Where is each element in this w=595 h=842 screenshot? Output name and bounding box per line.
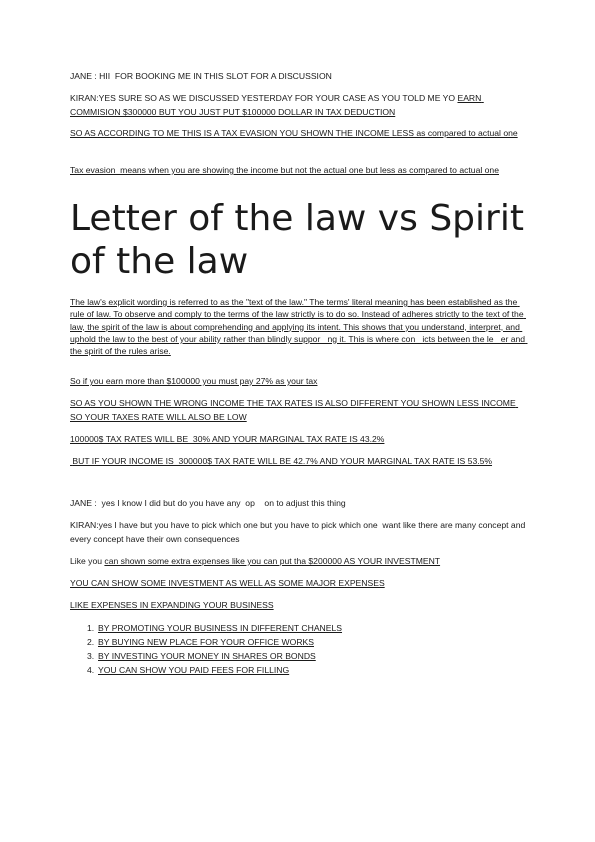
list-item-text: BY INVESTING YOUR MONEY IN SHARES OR BONDS (98, 651, 316, 661)
law-paragraph: The law's explicit wording is referred to as the "text of the law." The terms' literal meaning has been established as the rule of law. To observe and comply to the terms of the law strictly is to do so. Instead of adheres strictly to the text of the law, the spirit of the law is about comprehending and applying its intent. This shows that you understand, interpret, and uphold the law to the best of your ability rather than blindly suppor ng it. This is where con icts between the le er and the spirit of the rules arise. (70, 297, 528, 357)
kiran-answer: KIRAN:yes I have but you have to pick which one but you have to pick which one want like there are many concept and every concept have their own consequences (70, 520, 528, 544)
list-item (70, 635, 342, 649)
expenses-text: Like you (70, 556, 105, 566)
expense-options-list (70, 621, 342, 677)
expenses-suggestion (70, 555, 530, 569)
kiran-reply-text: KIRAN:YES SURE SO AS WE DISCUSSED YESTERDAY FOR YOUR CASE AS YOU TOLD ME YO (70, 93, 458, 103)
business-expenses-heading: LIKE EXPENSES IN EXPANDING YOUR BUSINESS (70, 600, 274, 610)
page-title: Letter of the law vs Spirit of the law (70, 198, 524, 282)
list-number: 2. (87, 637, 95, 647)
list-item-text: BY BUYING NEW PLACE FOR YOUR OFFICE WORKS (98, 637, 314, 647)
expenses-underlined: can shown some extra expenses like you can put tha $200000 AS YOUR INVESTMENT (104, 556, 441, 566)
list-number: 4. (87, 665, 95, 675)
list-number: 3. (87, 651, 95, 661)
jane-greeting: JANE : HII FOR BOOKING ME IN THIS SLOT FOR A DISCUSSION (70, 71, 332, 81)
tax-evasion-definition: Tax evasion means when you are showing the income but not the actual one but less as compared to actual one (70, 165, 499, 175)
rate-100k: 100000$ TAX RATES WILL BE 30% AND YOUR MARGINAL TAX RATE IS 43.2% (70, 434, 385, 444)
list-item (70, 663, 342, 677)
kiran-reply (70, 92, 530, 119)
list-item (70, 621, 342, 635)
list-item (70, 649, 342, 663)
tax-rule: So if you earn more than $100000 you must pay 27% as your tax (70, 376, 318, 386)
tax-evasion-statement: SO AS ACCORDING TO ME THIS IS A TAX EVASION YOU SHOWN THE INCOME LESS as compared to actual one (70, 128, 518, 138)
list-item-text: YOU CAN SHOW YOU PAID FEES FOR FILLING (98, 665, 290, 675)
kiran-reply-underlined: EARN COMMISION $300000 BUT YOU JUST PUT $100000 DOLLAR IN TAX DEDUCTION (70, 93, 484, 117)
wrong-income-statement: SO AS YOU SHOWN THE WRONG INCOME THE TAX RATES IS ALSO DIFFERENT YOU SHOWN LESS INCOME SO YOUR TAXES RATE WILL ALSO BE LOW (70, 398, 519, 422)
rate-300k: BUT IF YOUR INCOME IS 300000$ TAX RATE WILL BE 42.7% AND YOUR MARGINAL TAX RATE IS 53.5% (70, 456, 493, 466)
list-number: 1. (87, 623, 95, 633)
investment-suggestion: YOU CAN SHOW SOME INVESTMENT AS WELL AS SOME MAJOR EXPENSES (70, 578, 385, 588)
list-item-text: BY PROMOTING YOUR BUSINESS IN DIFFERENT CHANELS (98, 623, 343, 633)
jane-question: JANE : yes I know I did but do you have any op on to adjust this thing (70, 498, 346, 508)
